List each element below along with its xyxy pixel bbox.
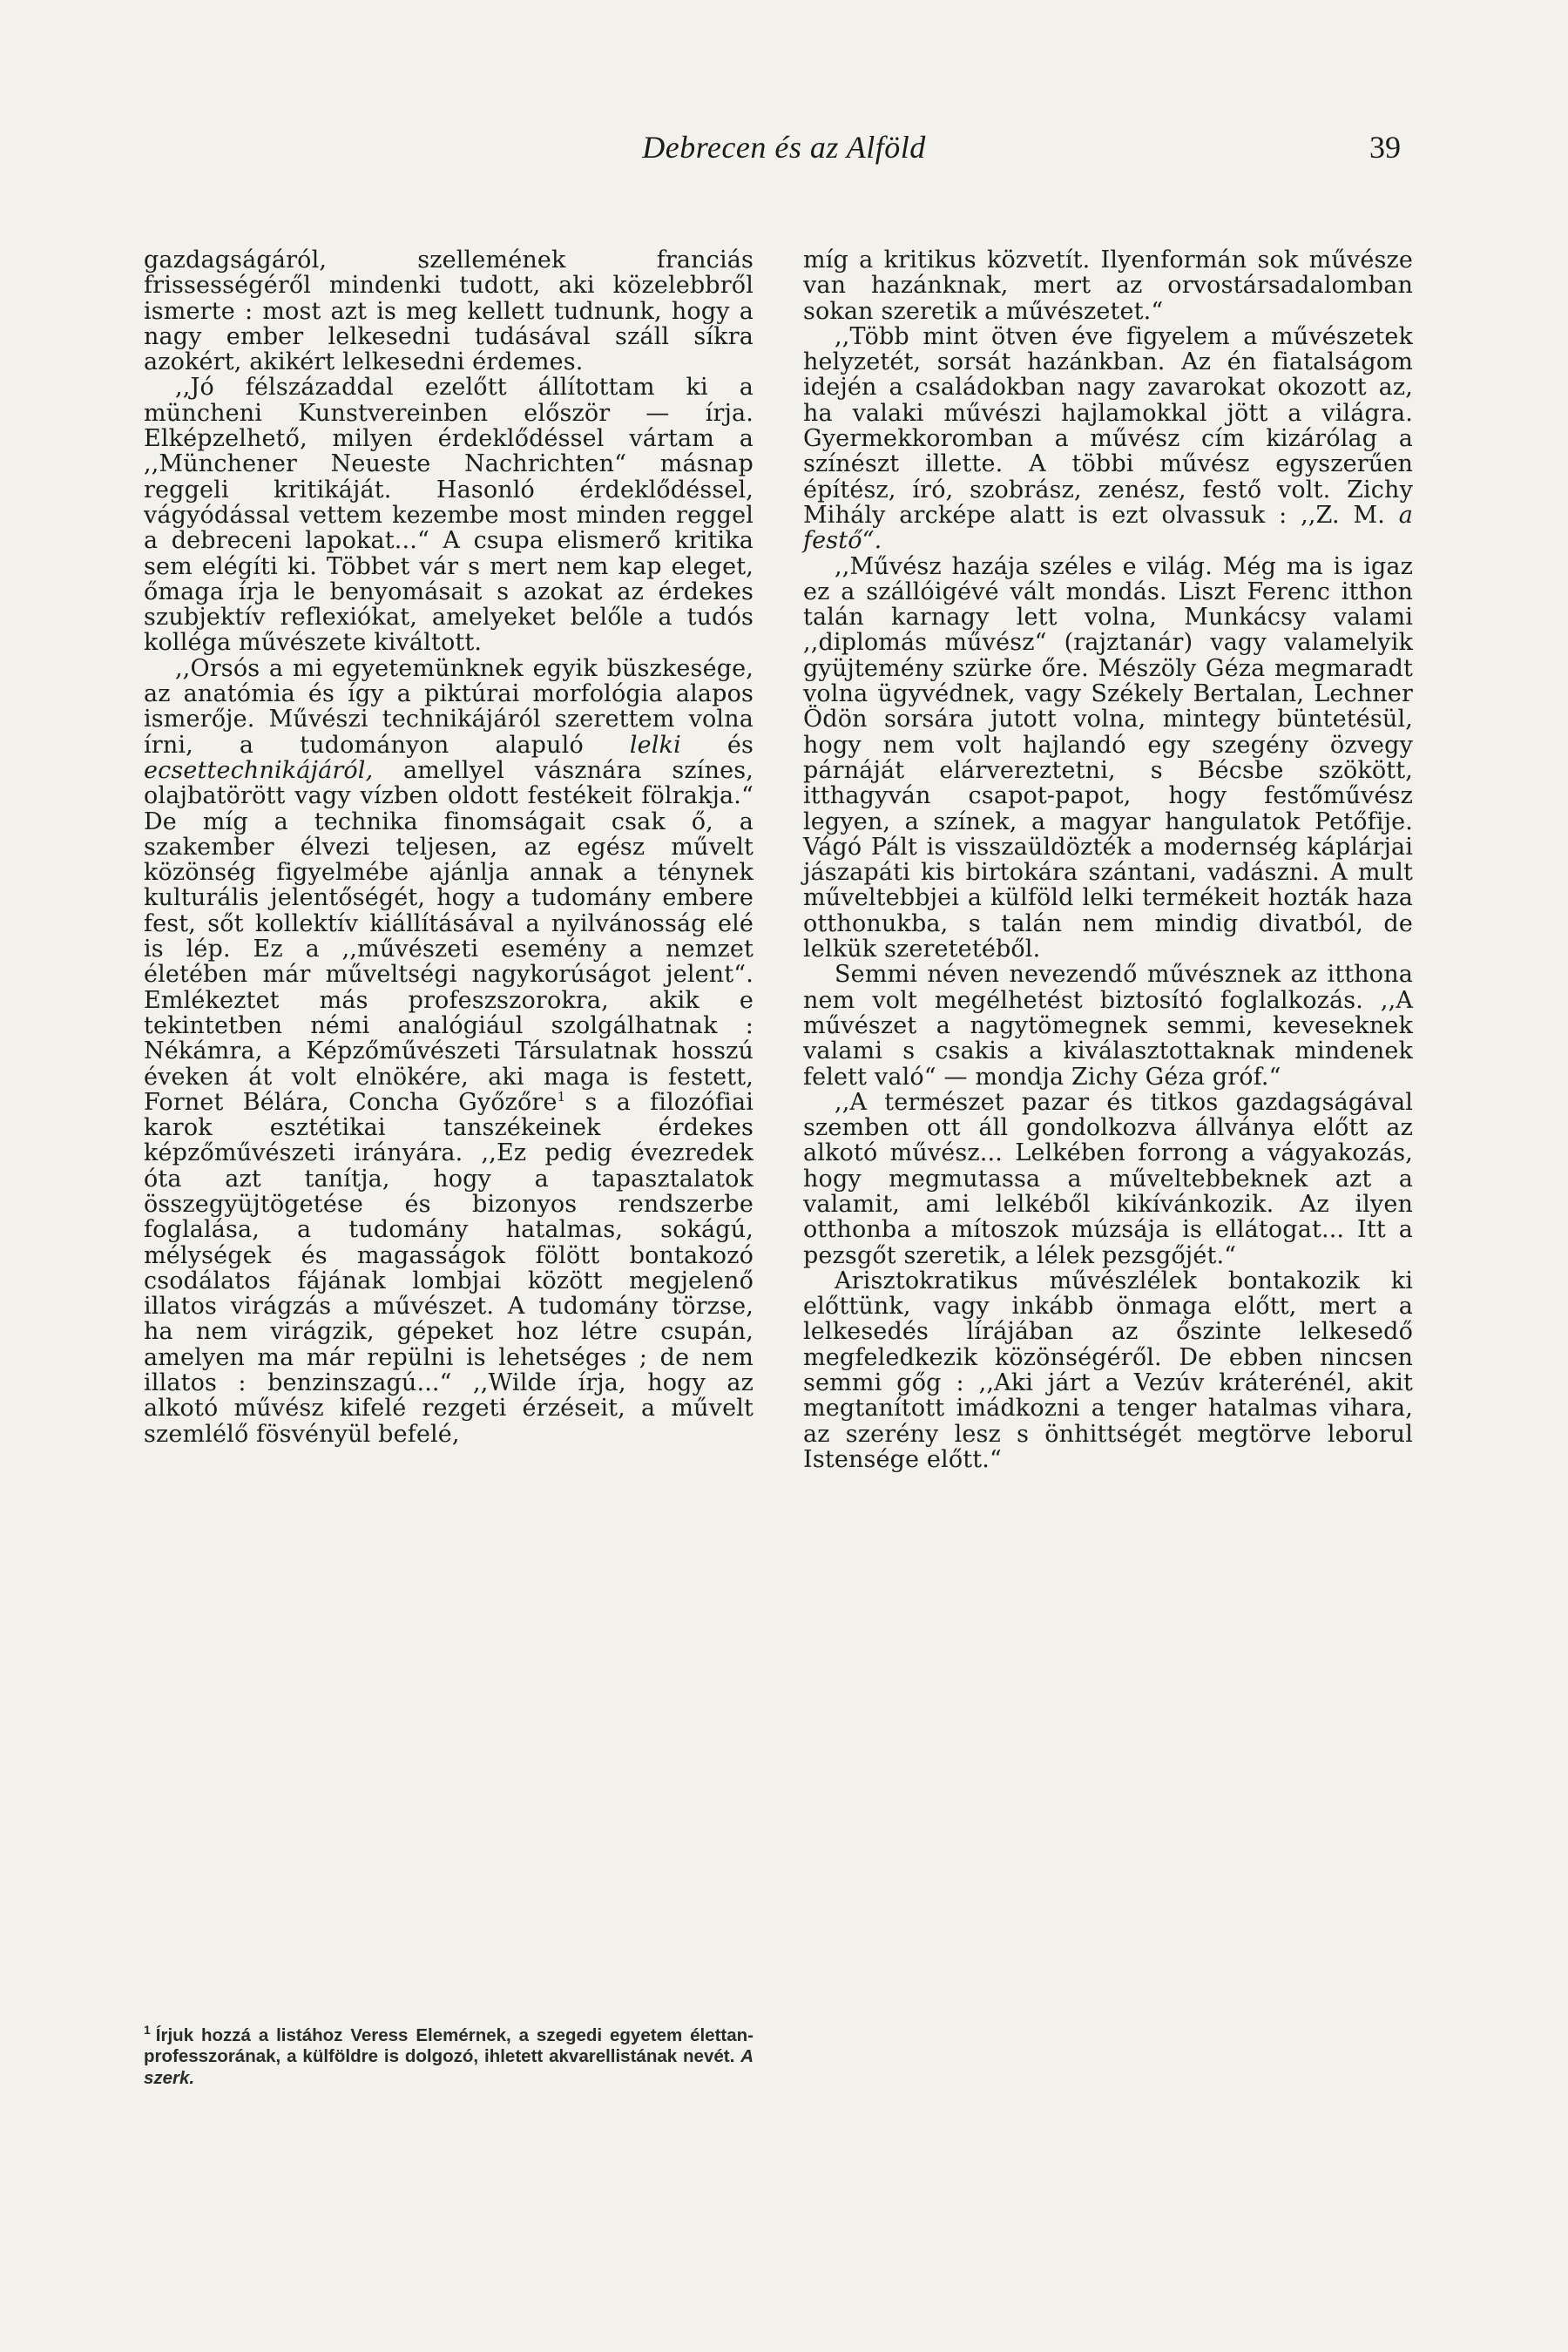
footnote-reference: 1 (557, 1088, 566, 1105)
text-run: és (680, 731, 754, 759)
footnote-mark: 1 (144, 2023, 151, 2037)
text-run: s a filozófiai karok esztétikai tanszékeinek érdekes képzőművészeti irányára. ,,Ez pedig évezredek óta azt tanítja, hogy a tapasztalatok összegyüjtögetése és bizonyos rendszerbe foglalása, a tudomány hatalmas, sokágú, mélységek és magasságok fölött bontakozó csodálatos fájának lombjai között megjelenő illatos virágzás a művészet. A tudomány törzse, ha nem virágzik, gépeket hoz létre csupán, amelyen ma már repülni is lehetséges ; de nem illatos : benzinszagú...“ ,,Wilde írja, hogy az alkotó művész kifelé rezgeti érzéseit, a művelt szemlélő fösvényül befelé, (144, 1088, 754, 1448)
emphasis: ecsettechnikájáról, (144, 756, 374, 784)
text-run: ,,Több mint ötven éve figyelem a művészetek helyzetét, sorsát hazánkban. Az én fiatalságom idején a családokban nagy zavarokat okozott az, ha valaki művészi hajlamokkal jött a világra. Gyermekkoromban a művész cím kizárólag a színészt illette. A többi művész egyszerűen építész, író, szobrász, zenész, festő volt. Zichy Mihály arcképe alatt is ezt olvassuk : ,,Z. M. (803, 322, 1413, 529)
paragraph: ,,Művész hazája széles e világ. Még ma is igaz ez a szállóigévé vált mondás. Liszt Ferenc itthon talán karnagy lett volna, Munkácsy valami ,,diplomás művész“ (rajztanár) vagy valamelyik gyüjtemény szürke őre. Mészöly Géza megmaradt volna ügyvédnek, vagy Székely Bertalan, Lechner Ödön sorsára jutott volna, mintegy büntetésül, hogy nem volt hajlandó egy szegény özvegy párnáját elárvereztetni, s Bécsbe szökött, itthagyván csapot-papot, hogy festőművész legyen, a színek, a magyar hangulatok Petőfije. Vágó Pált is visszaüldözték a modernség káplárjai jászapáti kis birtokára szántani, vadászni. A mult műveltebbjei a külföld lelki termékeit hozták haza otthonukba, s talán nem mindig divatból, de lelkük szeretetéből. (803, 552, 1413, 963)
left-column (144, 247, 754, 1447)
paragraph: Arisztokratikus művészlélek bontakozik ki előttünk, vagy inkább önmaga előtt, mert a lelkesedés lírájában az őszinte lelkesedő megfeledkezik közönségéről. De ebben nincsen semmi gőg : ,,Aki járt a Vezúv kráterénél, akit megtanított imádkozni a tenger hatalmas vihara, az szerény lesz s önhittségét megtörve leborul Istensége előtt.“ (803, 1267, 1413, 1473)
running-title: Debrecen és az Alföld (642, 130, 926, 165)
emphasis: lelki (629, 731, 681, 759)
footnote-text: Írjuk hozzá a listához Veress Elemérnek, a szegedi egyetem élettan-professzorának, a külföldre is dolgozó, ihletett akvarellistának nevét. (144, 2024, 754, 2067)
page-number: 39 (1369, 130, 1401, 165)
paragraph: Semmi néven nevezendő művésznek az itthona nem volt megélhetést biztosító foglalkozás. ,,A művészet a nagytömegnek semmi, keveseknek valami s csakis a kiválasztottaknak mindenek felett való“ — mondja Zichy Géza gróf.“ (803, 961, 1413, 1091)
emphasis: a festő“. (803, 501, 1413, 555)
paragraph (803, 324, 1413, 554)
right-column (803, 247, 1413, 1472)
footnote-signature: A szerk. (144, 2046, 754, 2088)
paragraph: ,,Jó félszázaddal ezelőtt állítottam ki a müncheni Kunstvereinben először — írja. Elképzelhető, milyen érdeklődéssel vártam a ,,Münchener Neueste Nachrichten“ másnap reggeli kritikáját. Hasonló érdeklődéssel, vágyódással vettem kezembe most minden reggel a debreceni lapokat...“ A csupa elismerő kritika sem elégíti ki. Többet vár s mert nem kap eleget, őmaga írja le benyomásait s azokat az érdekes szubjektív reflexiókat, amelyeket belőle a tudós kolléga művészete kiváltott. (144, 374, 754, 657)
text-run: ,,Orsós a mi egyetemünknek egyik büszkesége, az anatómia és így a piktúrai morfológia alapos ismerője. Művészi technikájáról szerettem volna írni, a tudományon alapuló (144, 654, 754, 759)
running-head (0, 129, 1568, 172)
paragraph: ,,A természet pazar és titkos gazdagságával szemben ott áll gondolkozva állványa előtt az alkotó művész... Lelkében forrong a vágyakozás, hogy megmutassa a műveltebbeknek azt a valamit, ami lelkéből kikívánkozik. Az ilyen otthonba a mítoszok múzsája is ellátogat... Itt a pezsgőt szeretik, a lélek pezsgőjét.“ (803, 1088, 1413, 1269)
paragraph: míg a kritikus közvetít. Ilyenformán sok művésze van hazánknak, mert az orvostársadalomban sokan szeretik a művészetet.“ (803, 247, 1413, 325)
paragraph (144, 656, 754, 1447)
paragraph: gazdagságáról, szellemének franciás frissességéről mindenki tudott, aki közelebbről ismerte : most azt is meg kellett tudnunk, hogy a nagy ember lelkesedni tudásával száll síkra azokért, akikért lelkesedni érdemes. (144, 247, 754, 376)
text-run: amellyel vásznára színes, olajbatörött vagy vízben oldott festékeit fölrakja.“ De míg a technika finomságait csak ő, a szakember élvezi teljesen, az egész művelt közönség figyelmébe ajánlja annak a ténynek kulturális jelentőségét, hogy a tudomány embere fest, sőt kollektív kiállításával a nyilvánosság elé is lép. Ez a ,,művészeti esemény a nemzet életében már műveltségi nagykorúságot jelent“. Emlékeztet más profeszszorokra, akik e tekintetben némi analógiául szolgálhatnak : Nékámra, a Képzőművészeti Társulatnak hosszú éveken át volt elnökére, aki maga is festett, Fornet Bélára, Concha Győzőre (144, 756, 754, 1116)
footnote (144, 2019, 754, 2089)
